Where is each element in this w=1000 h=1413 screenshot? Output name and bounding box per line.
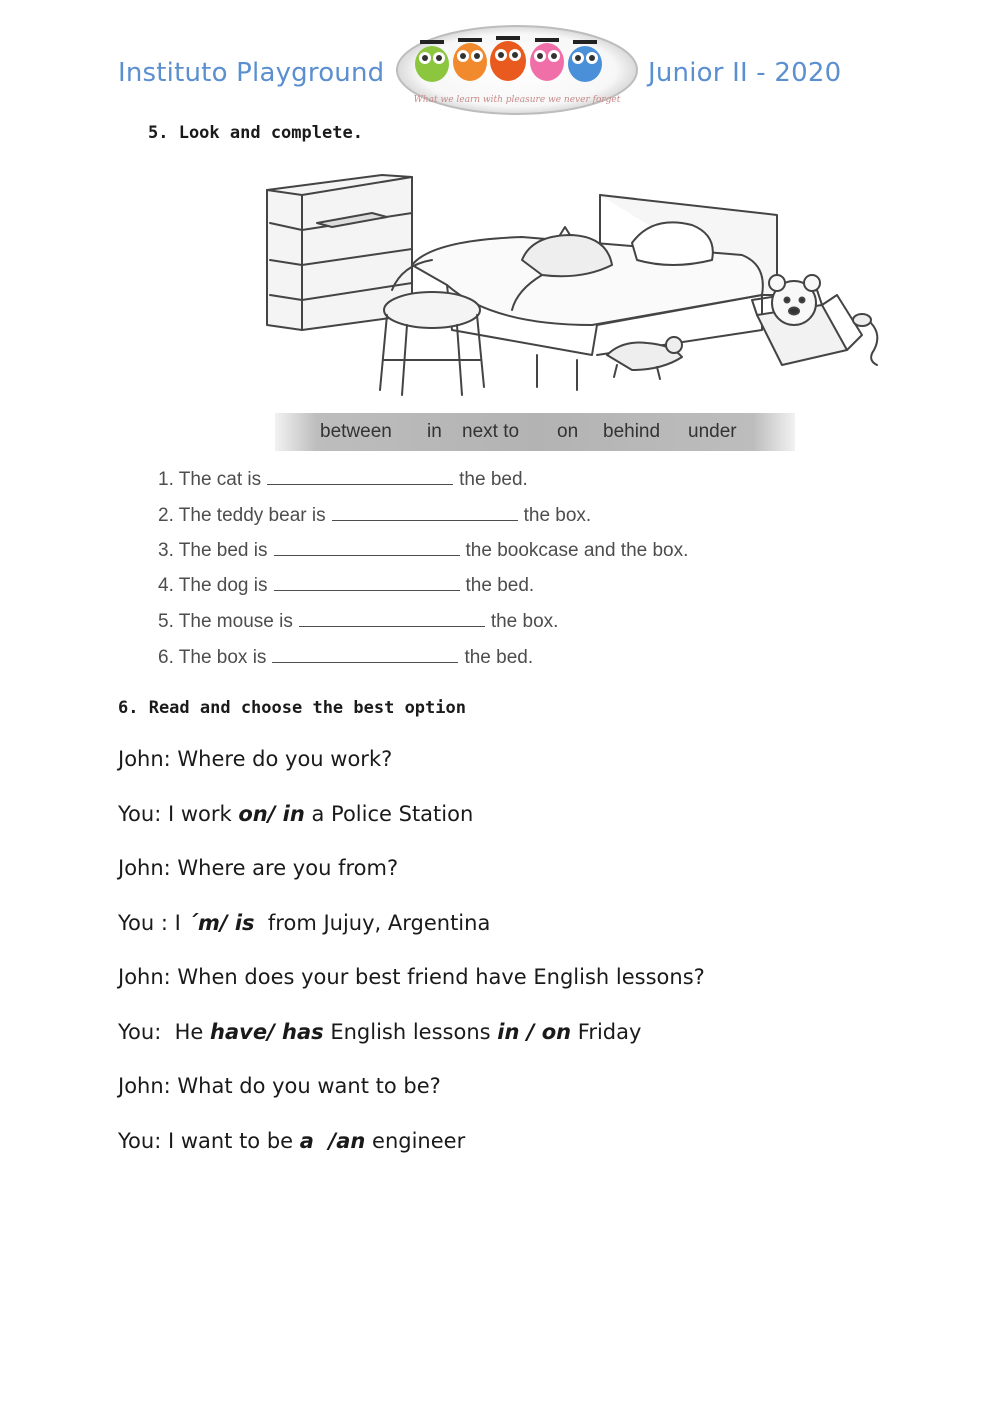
dialogue-line: [118, 1020, 641, 1044]
dialogue-text: engineer: [365, 1129, 466, 1153]
dialogue-text: You: I work: [118, 802, 239, 826]
exercise-prompt: 5. The mouse is: [158, 611, 293, 632]
exercise-ending: the bookcase and the box.: [465, 540, 689, 561]
word-bank-item: in: [427, 421, 442, 442]
dialogue-line: [118, 747, 392, 771]
header-class-year: Junior II - 2020: [648, 58, 842, 88]
dialogue-text: John: When does your best friend have English lessons?: [118, 965, 705, 989]
answer-option[interactable]: on/ in: [238, 802, 305, 826]
exercise-ending: the box.: [490, 611, 559, 632]
dialogue-text: John: What do you want to be?: [118, 1074, 441, 1098]
answer-option[interactable]: in / on: [497, 1020, 572, 1044]
exercise-prompt: 3. The bed is: [158, 540, 268, 561]
dialogue-line: [118, 965, 705, 989]
section-5-title: 5. Look and complete.: [148, 123, 363, 143]
word-bank-item: on: [557, 421, 579, 442]
dog-image: [607, 337, 682, 379]
owl-logo: [392, 20, 642, 116]
exercise-line: [158, 468, 528, 492]
dialogue-text: a Police Station: [304, 802, 474, 826]
answer-blank[interactable]: [274, 574, 460, 591]
section-6-title: 6. Read and choose the best option: [118, 698, 466, 718]
dialogue-text: English lessons: [323, 1020, 498, 1044]
exercise-line: [158, 504, 591, 528]
answer-blank[interactable]: [267, 468, 453, 485]
exercise-ending: the bed.: [464, 647, 534, 668]
exercise-prompt: 4. The dog is: [158, 575, 268, 596]
answer-option[interactable]: ´m/ is: [187, 911, 255, 935]
exercise-line: [158, 646, 533, 670]
dialogue-text: You: He: [118, 1020, 211, 1044]
dialogue-line: [118, 856, 398, 880]
bedroom-illustration: [262, 165, 892, 405]
answer-blank[interactable]: [274, 539, 460, 556]
dialogue-text: You: I want to be: [118, 1129, 300, 1153]
exercise-prompt: 1. The cat is: [158, 469, 262, 490]
answer-blank[interactable]: [272, 646, 458, 663]
word-bank-item: behind: [603, 421, 661, 442]
word-bank-item: next to: [462, 421, 520, 442]
answer-option[interactable]: have/ has: [210, 1020, 324, 1044]
dialogue-text: John: Where do you work?: [118, 747, 393, 771]
exercise-line: [158, 539, 688, 563]
dialogue-text: John: Where are you from?: [118, 856, 399, 880]
answer-blank[interactable]: [332, 504, 518, 521]
exercise-ending: the bed.: [459, 469, 528, 490]
exercise-line: [158, 574, 534, 598]
word-bank-item: between: [320, 421, 392, 442]
answer-option[interactable]: a /an: [299, 1129, 366, 1153]
logo-tagline: What we learn with pleasure we never forget: [413, 95, 621, 105]
dialogue-text: from Jujuy, Argentina: [254, 911, 491, 935]
dialogue-text: Friday: [571, 1020, 642, 1044]
header-school-name: Instituto Playground: [118, 58, 385, 88]
dialogue-line: [118, 1074, 441, 1098]
word-bank-item: under: [688, 421, 737, 442]
dialogue-line: [118, 911, 490, 935]
answer-blank[interactable]: [299, 610, 485, 627]
exercise-ending: the bed.: [465, 575, 535, 596]
word-bank: [275, 413, 795, 451]
exercise-line: [158, 610, 558, 634]
exercise-prompt: 2. The teddy bear is: [158, 505, 326, 526]
dialogue-text: You : I: [118, 911, 188, 935]
dialogue-line: [118, 1129, 465, 1153]
exercise-ending: the box.: [523, 505, 592, 526]
exercise-prompt: 6. The box is: [158, 647, 267, 668]
dialogue-line: [118, 802, 473, 826]
